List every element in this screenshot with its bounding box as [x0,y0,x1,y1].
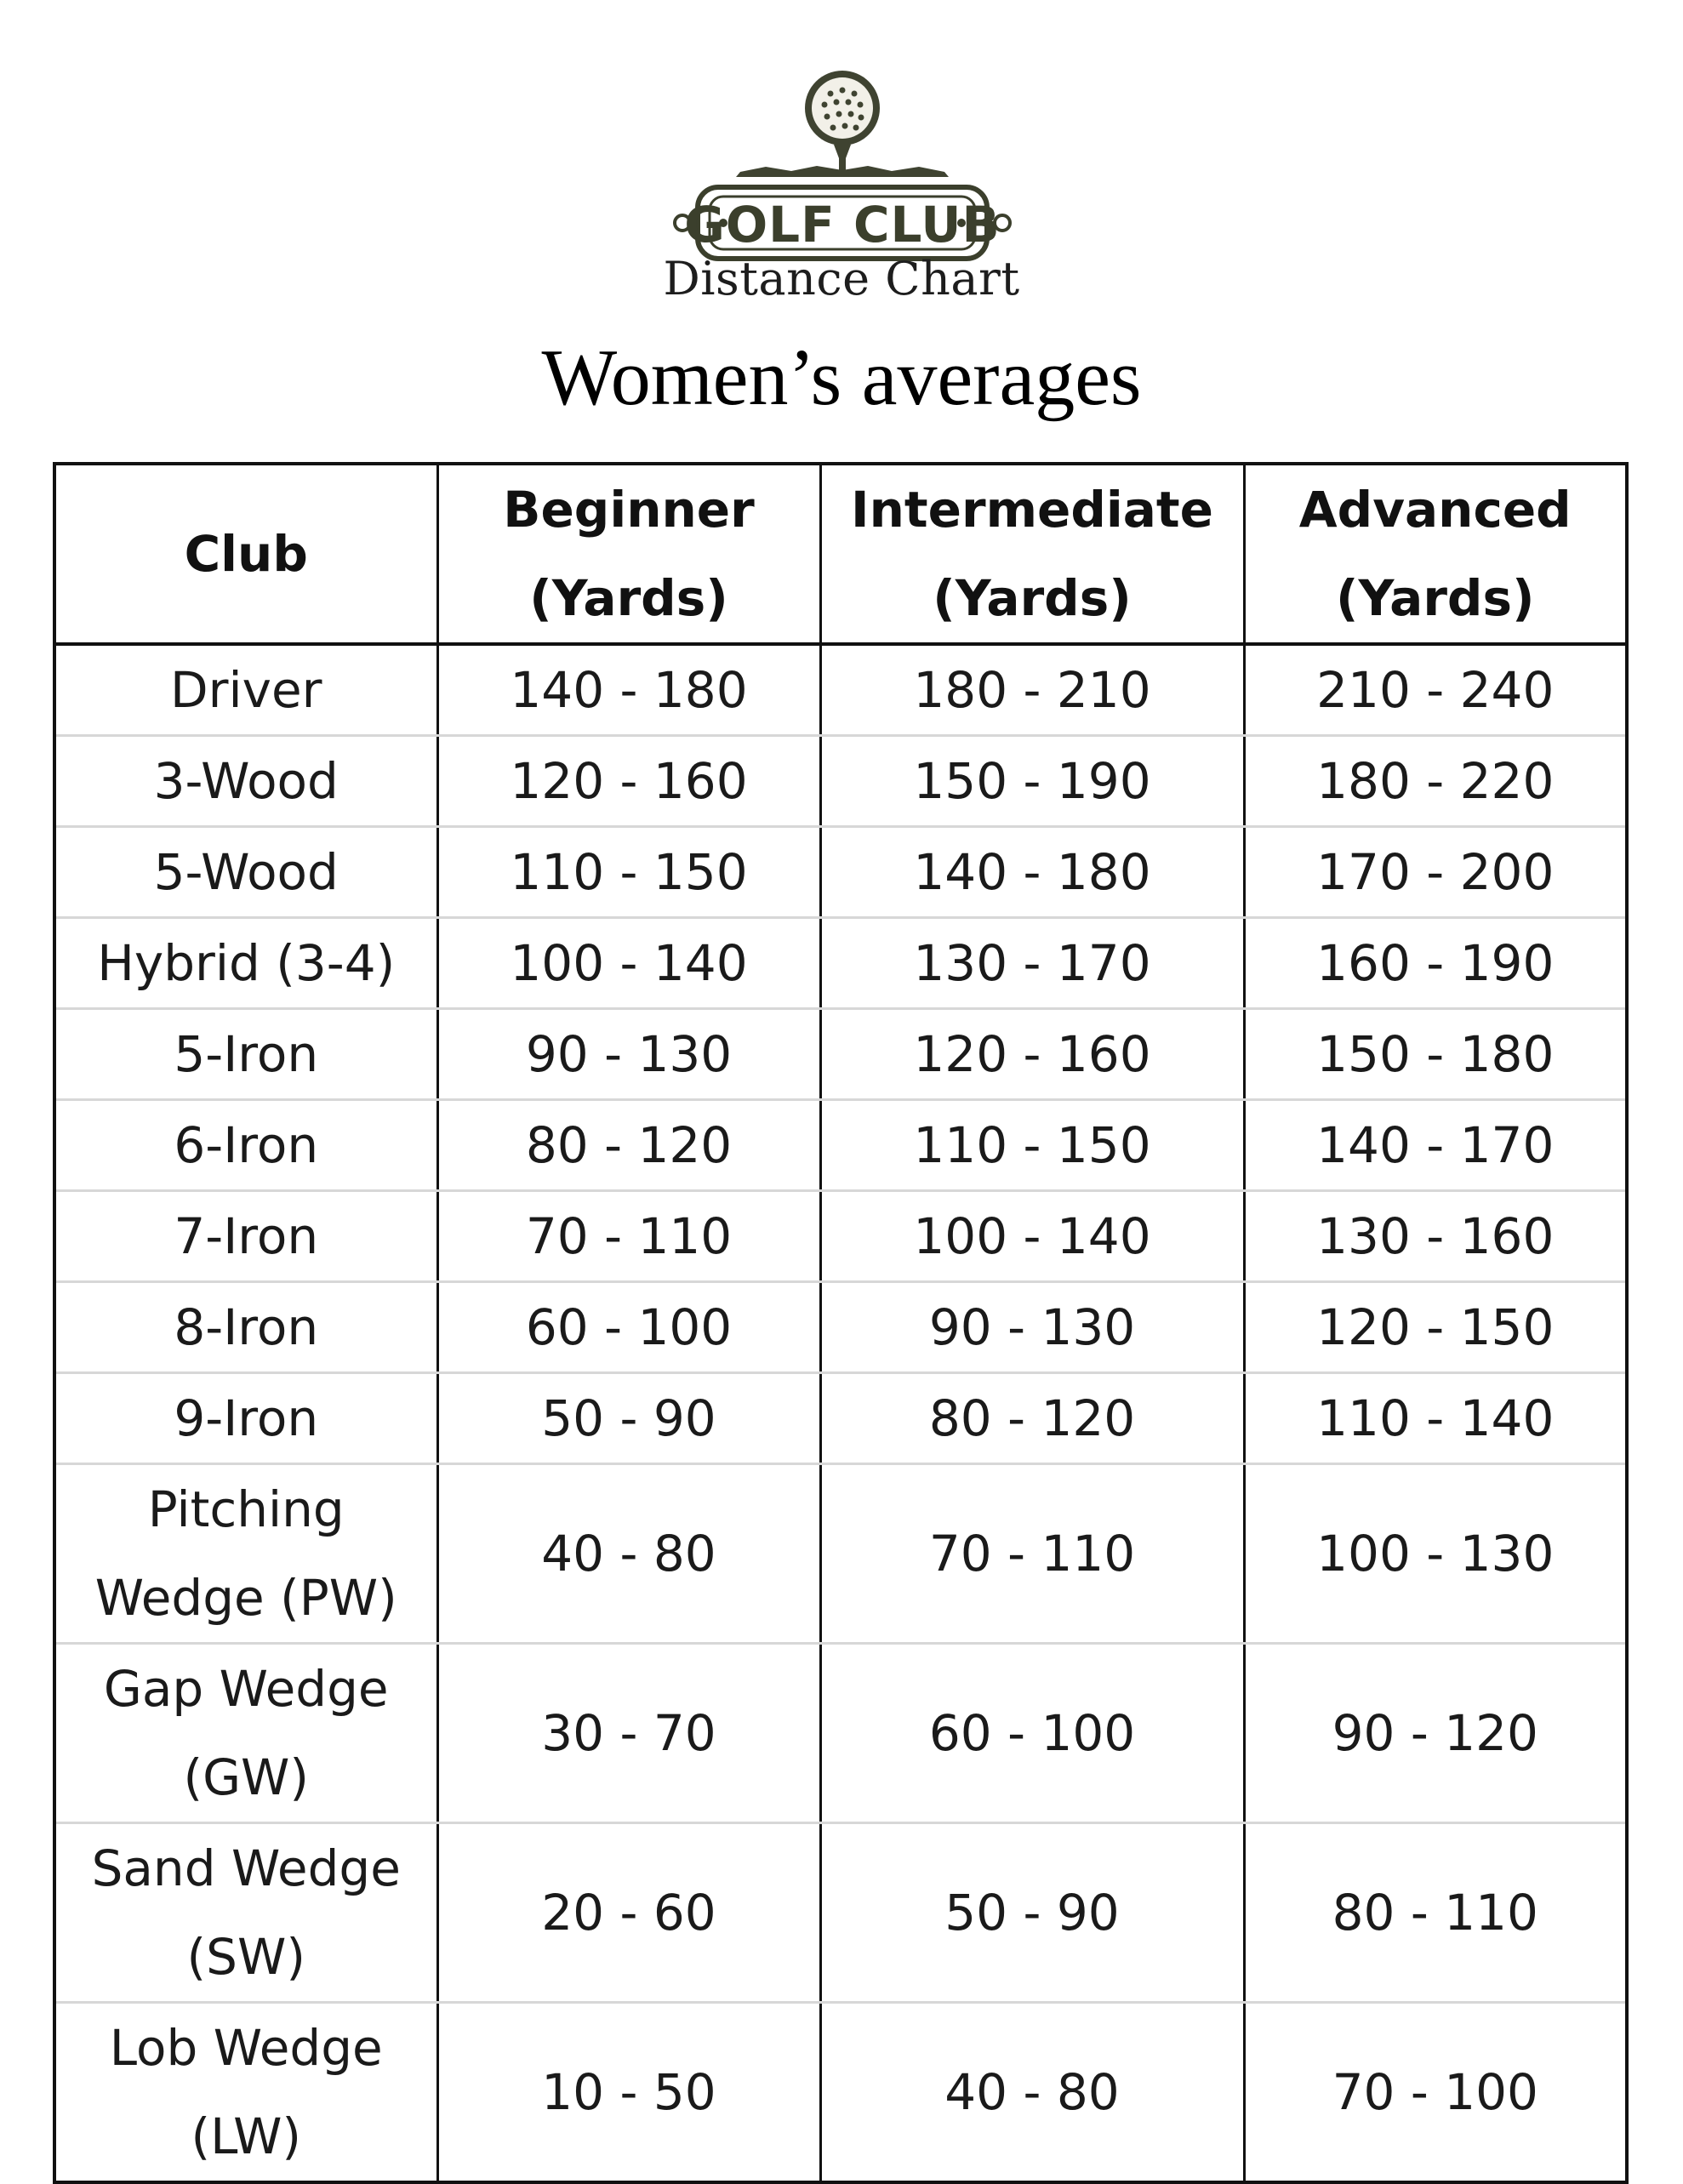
club-name: 5-Wood [54,827,437,918]
club-name: Gap Wedge (GW) [54,1644,437,1823]
beginner-range: 140 - 180 [437,644,820,736]
advanced-range: 110 - 140 [1244,1373,1627,1464]
advanced-range: 140 - 170 [1244,1100,1627,1191]
table-row [54,1373,1627,1464]
intermediate-range: 180 - 210 [820,644,1244,736]
table-row [54,1191,1627,1282]
distance-table [53,462,1629,2184]
advanced-range: 70 - 100 [1332,2063,1538,2121]
intermediate-range: 140 - 180 [820,827,1244,918]
club-name: 8-Iron [54,1282,437,1373]
club-name: 6-Iron [54,1100,437,1191]
header-advanced-label: Advanced [1298,481,1572,539]
intermediate-range: 60 - 100 [820,1644,1244,1823]
advanced-range: 150 - 180 [1244,1009,1627,1100]
beginner-range: 110 - 150 [437,827,820,918]
table-row [54,644,1627,736]
header-advanced-unit: (Yards) [1336,569,1535,627]
club-name: Lob Wedge (LW) [54,2003,437,2183]
beginner-range: 10 - 50 [437,2003,820,2183]
distance-table-container [53,462,1625,2184]
beginner-range: 100 - 140 [437,918,820,1009]
beginner-range: 30 - 70 [437,1644,820,1823]
intermediate-range: 40 - 80 [820,2003,1244,2183]
intermediate-range: 90 - 130 [820,1282,1244,1373]
chart-subtitle: Distance Chart [663,252,1020,305]
intermediate-range: 120 - 160 [820,1009,1244,1100]
advanced-range: 80 - 110 [1244,1823,1627,2003]
header-intermediate-unit: (Yards) [933,569,1132,627]
golf-ball-icon [736,71,949,177]
club-name: 7-Iron [54,1191,437,1282]
club-name: 5-Iron [54,1009,437,1100]
logo-brand-text: GOLF CLUB [684,196,1001,254]
club-name: 9-Iron [54,1373,437,1464]
beginner-range: 120 - 160 [437,736,820,827]
club-name: Sand Wedge (SW) [54,1823,437,2003]
advanced-range: 170 - 200 [1244,827,1627,918]
table-row [54,1100,1627,1191]
table-row [54,918,1627,1009]
intermediate-range: 80 - 120 [820,1373,1244,1464]
club-name: 3-Wood [54,736,437,827]
advanced-range: 210 - 240 [1244,644,1627,736]
advanced-range: 90 - 120 [1244,1644,1627,1823]
beginner-range: 50 - 90 [437,1373,820,1464]
header-intermediate-label: Intermediate [851,481,1213,539]
beginner-range: 80 - 120 [437,1100,820,1191]
advanced-range: 160 - 190 [1244,918,1627,1009]
table-row [54,1009,1627,1100]
header-beginner-label: Beginner [503,481,755,539]
club-name: Pitching Wedge (PW) [54,1464,437,1644]
table-row [54,1644,1627,1823]
header-club-label: Club [184,525,308,583]
beginner-range: 70 - 110 [437,1191,820,1282]
table-row [54,2003,1627,2183]
table-row [54,827,1627,918]
header-intermediate [820,464,1244,644]
intermediate-range: 70 - 110 [820,1464,1244,1644]
advanced-range: 100 - 130 [1244,1464,1627,1644]
beginner-range: 20 - 60 [437,1823,820,2003]
beginner-range: 90 - 130 [437,1009,820,1100]
club-name: Hybrid (3-4) [54,918,437,1009]
table-header-row [54,464,1627,644]
table-row [54,736,1627,827]
table-row [54,1282,1627,1373]
intermediate-range: 50 - 90 [820,1823,1244,2003]
intermediate-range: 150 - 190 [820,736,1244,827]
intermediate-range: 110 - 150 [820,1100,1244,1191]
header-beginner-unit: (Yards) [529,569,728,627]
intermediate-range: 130 - 170 [820,918,1244,1009]
table-row [54,1464,1627,1644]
intermediate-range: 100 - 140 [820,1191,1244,1282]
header-beginner [437,464,820,644]
advanced-range: 120 - 150 [1244,1282,1627,1373]
table-row [54,1823,1627,2003]
advanced-range: 180 - 220 [1244,736,1627,827]
advanced-range: 130 - 160 [1244,1191,1627,1282]
header-club [54,464,437,644]
beginner-range: 40 - 80 [437,1464,820,1644]
logo-badge [675,187,1010,259]
header-advanced [1244,464,1627,644]
beginner-range: 60 - 100 [437,1282,820,1373]
page-title: Women’s averages [541,334,1142,422]
club-name: Driver [54,644,437,736]
